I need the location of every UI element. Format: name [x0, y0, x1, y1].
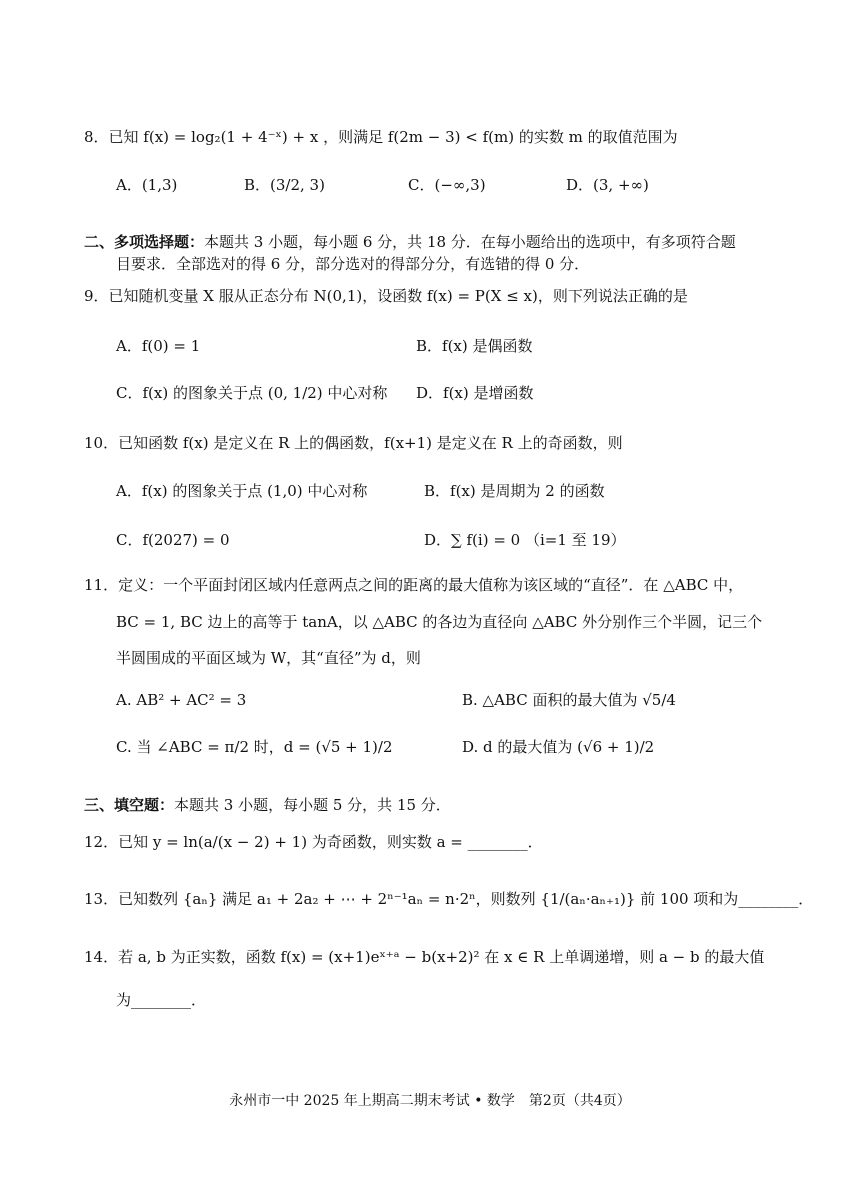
q10-option-a: A．f(x) 的图象关于点 (1,0) 中心对称 — [116, 482, 368, 500]
section2-title: 二、多项选择题： — [84, 233, 205, 251]
q11-option-d: D. d 的最大值为 (√6 + 1)/2 — [462, 738, 655, 756]
q9-option-a: A．f(0) = 1 — [116, 337, 201, 355]
section3-line — [84, 794, 451, 816]
q9-option-c: C．f(x) 的图象关于点 (0, 1/2) 中心对称 — [116, 384, 388, 402]
q11-line3: 半圆围成的平面区域为 W，其“直径”为 d，则 — [116, 649, 421, 667]
q14-line1: 14．若 a, b 为正实数，函数 f(x) = (x+1)eˣ⁺ᵃ − b(x+2)² 在 x ∈ R 上单调递增，则 a − b 的最大值 — [84, 948, 765, 966]
q10-option-d: D．∑ f(i) = 0 （i=1 至 19） — [424, 531, 626, 549]
q8-option-a: A．(1,3) — [116, 176, 178, 194]
q8-option-c: C．(−∞,3) — [408, 176, 486, 194]
section2-line1 — [84, 231, 736, 253]
q11-option-c: C. 当 ∠ABC = π/2 时，d = (√5 + 1)/2 — [116, 738, 393, 756]
section2-line2: 目要求．全部选对的得 6 分，部分选对的得部分分，有选错的得 0 分． — [116, 255, 590, 273]
q11-option-b: B. △ABC 面积的最大值为 √5/4 — [462, 691, 676, 709]
q11-line2: BC = 1, BC 边上的高等于 tanA，以 △ABC 的各边为直径向 △ABC 外分别作三个半圆，记三个 — [116, 613, 763, 631]
q10-option-b: B．f(x) 是周期为 2 的函数 — [424, 482, 605, 500]
q12-stem: 12．已知 y = ln(a/(x − 2) + 1) 为奇函数，则实数 a = ________． — [84, 833, 543, 851]
q14-line2: 为________． — [116, 991, 207, 1009]
q9-stem: 9．已知随机变量 X 服从正态分布 N(0,1)，设函数 f(x) = P(X ≤ x)，则下列说法正确的是 — [84, 287, 688, 305]
q13-stem: 13．已知数列 {aₙ} 满足 a₁ + 2a₂ + ⋯ + 2ⁿ⁻¹aₙ = n·2ⁿ，则数列 {1/(aₙ·aₙ₊₁)} 前 100 项和为________． — [84, 890, 814, 908]
q8-option-d: D．(3, +∞) — [566, 176, 649, 194]
q8-option-b: B．(3/2, 3) — [244, 176, 325, 194]
q9-option-d: D．f(x) 是增函数 — [416, 384, 534, 402]
page-footer: 永州市一中 2025 年上期高二期末考试 • 数学 第2页（共4页） — [229, 1093, 631, 1109]
q9-option-b: B．f(x) 是偶函数 — [416, 337, 533, 355]
q8-stem: 8．已知 f(x) = log₂(1 + 4⁻ˣ) + x ，则满足 f(2m − 3) < f(m) 的实数 m 的取值范围为 — [84, 128, 678, 146]
section3-text: 本题共 3 小题，每小题 5 分，共 15 分． — [174, 796, 451, 814]
q10-stem: 10．已知函数 f(x) 是定义在 R 上的偶函数，f(x+1) 是定义在 R 上的奇函数，则 — [84, 434, 623, 452]
q10-option-c: C．f(2027) = 0 — [116, 531, 230, 549]
q11-option-a: A. AB² + AC² = 3 — [116, 691, 247, 709]
section2-text: 本题共 3 小题，每小题 6 分，共 18 分．在每小题给出的选项中，有多项符合题 — [204, 233, 736, 251]
section3-title: 三、填空题： — [84, 796, 175, 814]
q11-line1: 11．定义：一个平面封闭区域内任意两点之间的距离的最大值称为该区域的“直径”．在 △ABC 中， — [84, 576, 744, 594]
